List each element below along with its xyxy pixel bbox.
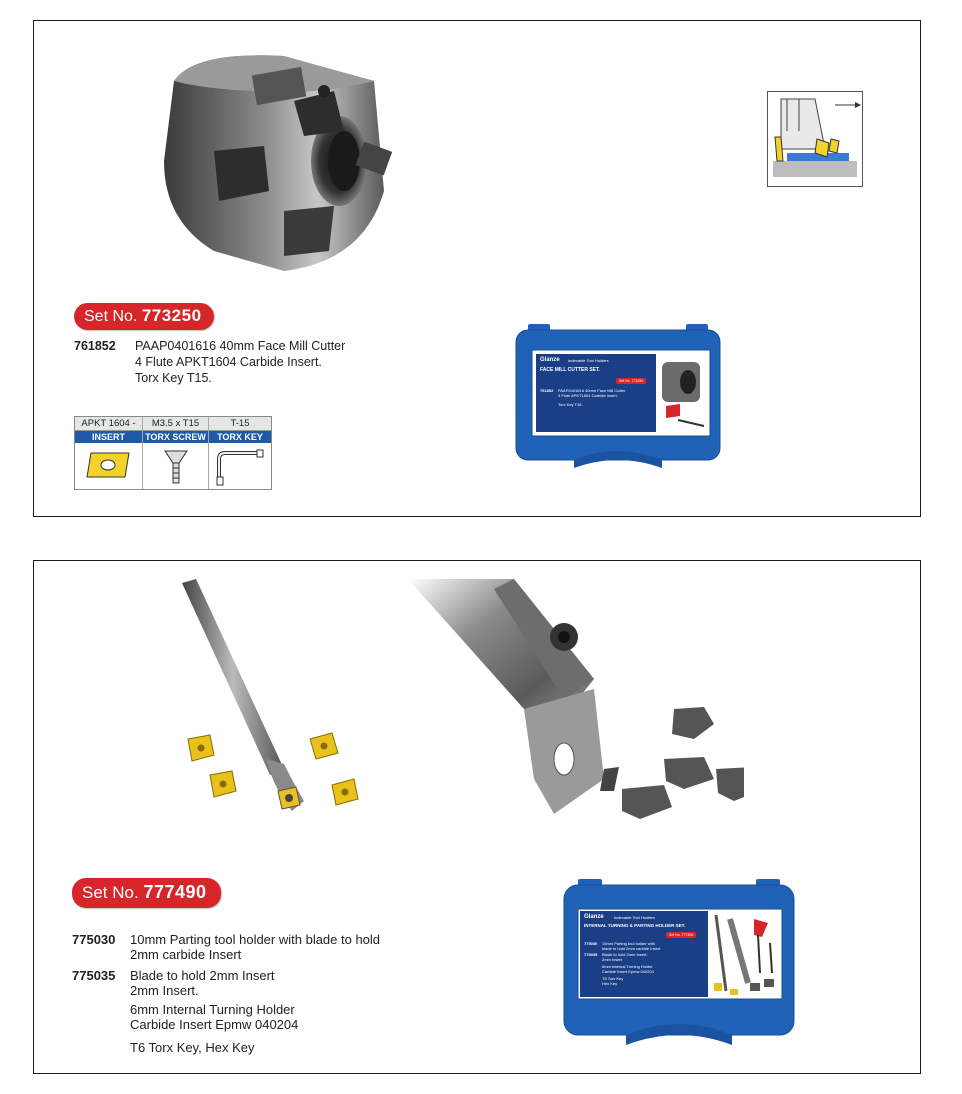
spec-header: APKT 1604 - [75, 417, 142, 431]
item-code: 761852 [74, 339, 116, 353]
parting-tool-holder-image [404, 579, 744, 829]
milling-process-diagram [767, 91, 863, 187]
desc-line: 6mm Internal Turning Holder [130, 1002, 295, 1017]
desc-line: 4 Flute APKT1604 Carbide Insert. [135, 355, 322, 369]
face-mill-cutter-image [134, 41, 414, 281]
case-line: blade to hold 2mm carbide Insert [602, 946, 661, 951]
spec-header: T-15 [209, 417, 271, 431]
insert-icon [75, 443, 143, 489]
spec-col-key [209, 417, 271, 489]
spec-label: TORX KEY [209, 431, 271, 443]
set-number-badge [74, 303, 214, 330]
case-title: INTERNAL TURNING & PARTING HOLDER SET. [584, 923, 686, 928]
set-prefix: Set No. [84, 308, 138, 325]
desc-line: PAAP0401616 40mm Face Mill Cutter [135, 339, 346, 353]
set-number: 773250 [141, 306, 202, 325]
case-line: Hex Key [602, 981, 618, 986]
desc-line: T6 Torx Key, Hex Key [130, 1040, 255, 1055]
product-panel-face-mill [33, 20, 921, 517]
desc-line: Torx Key T15. [135, 371, 212, 385]
case-title: FACE MILL CUTTER SET. [540, 367, 600, 373]
case-tagline: Indexable Tool Holders [614, 915, 655, 920]
case-code: 761852 [540, 388, 554, 393]
case-line: T6 Torx Key [602, 976, 624, 981]
case-line: 10mm Parting tool holder with [602, 941, 655, 946]
case-line: 2mm Insert [602, 957, 623, 962]
desc-line: Carbide Insert Epmw 040204 [130, 1017, 299, 1032]
case-line: 4 Flute APKT1604 Carbide Insert. [558, 393, 618, 398]
case-brand: Glanze [540, 357, 560, 363]
case-line: Blade to hold 2mm Insert. [602, 952, 648, 957]
case-cutter-thumbnail [658, 356, 708, 432]
product-panel-parting-set [33, 560, 921, 1074]
spec-table [74, 416, 272, 490]
desc-line: Blade to hold 2mm Insert [130, 968, 275, 983]
case-label [580, 911, 708, 997]
set-prefix: Set No. [82, 883, 139, 902]
desc-line: 10mm Parting tool holder with blade to hold [130, 932, 381, 947]
spec-col-screw [143, 417, 209, 489]
case-set-label: Set No. 773250 [616, 378, 646, 384]
set-number: 777490 [143, 882, 207, 902]
spec-header: M3.5 x T15 [143, 417, 208, 431]
spec-label: TORX SCREW [143, 431, 208, 443]
case-line: PAAP0401616 40mm Face Mill Cutter [558, 388, 626, 393]
boring-bar-image [174, 579, 374, 829]
case-line: Torx Key T15. [558, 402, 583, 407]
case-code: 775035 [584, 952, 598, 957]
desc-line: 2mm carbide Insert [130, 947, 242, 962]
case-set-label: Set No. 777490 [666, 932, 696, 938]
set-number-badge [72, 878, 221, 908]
spec-col-insert [75, 417, 143, 489]
case-tools-thumbnail [710, 913, 780, 997]
case-line: 6mm Internal Turning Holder [602, 964, 653, 969]
item-code: 775030 [72, 932, 116, 947]
case-brand: Glanze [584, 914, 604, 920]
torx-key-icon [209, 443, 271, 489]
case-code: 775030 [584, 941, 598, 946]
case-line: Carbide Insert Epmw 040204 [602, 969, 654, 974]
case-label [536, 354, 656, 432]
item-code: 775035 [72, 968, 116, 983]
carry-case-parting-set [562, 879, 796, 1051]
case-tagline: Indexable Tool Holders [568, 358, 609, 363]
torx-screw-icon [143, 443, 209, 489]
carry-case-face-mill [514, 324, 722, 474]
spec-label: INSERT [75, 431, 142, 443]
desc-line: 2mm Insert. [130, 983, 199, 998]
